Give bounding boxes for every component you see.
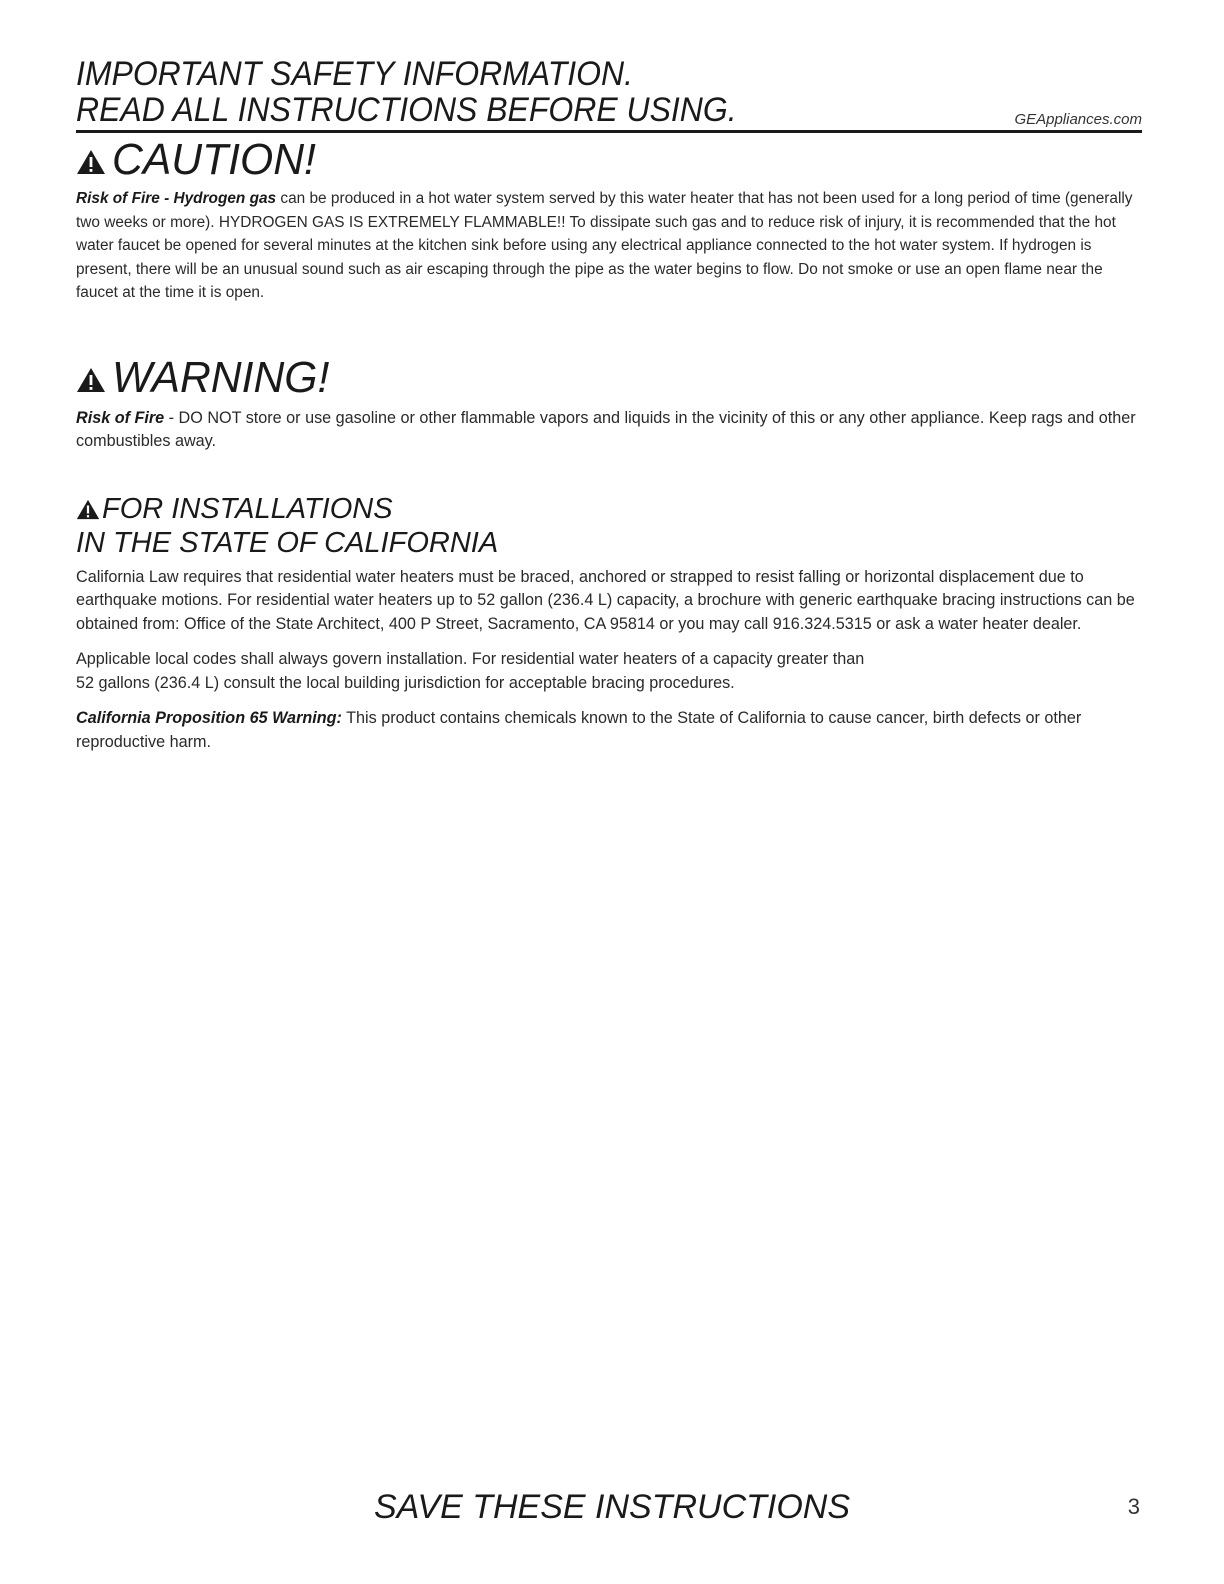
prop65-text: This product contains chemicals known to the State of California to cause cancer, birth defects or other reproductive harm. <box>76 709 1082 751</box>
header-website: GEAppliances.com <box>1014 111 1142 128</box>
caution-heading <box>76 137 1142 183</box>
page-number: 3 <box>1127 1494 1140 1519</box>
warning-lead: Risk of Fire <box>76 408 165 427</box>
warning-triangle-icon <box>76 149 106 175</box>
caution-lead: Risk of Fire - Hydrogen gas <box>76 190 277 207</box>
header-title-line2: READ ALL INSTRUCTIONS BEFORE USING. <box>76 91 737 129</box>
caution-paragraph <box>76 187 1142 305</box>
california-title-line1: FOR INSTALLATIONS <box>102 492 393 525</box>
california-paragraph-2 <box>76 648 1142 695</box>
warning-title: WARNING! <box>112 352 330 402</box>
header-rule-row <box>76 92 1142 133</box>
warning-text: - DO NOT store or use gasoline or other flammable vapors and liquids in the vicinity of this or any other appliance. Keep rags and other combustibles away. <box>76 408 1136 450</box>
warning-triangle-icon <box>76 499 100 520</box>
save-instructions-footer: SAVE THESE INSTRUCTIONS <box>373 1488 851 1526</box>
header-title-line1: IMPORTANT SAFETY INFORMATION. <box>76 55 633 93</box>
california-paragraph-1: California Law requires that residential water heaters must be braced, anchored or strapped to resist falling or horizontal displacement due to earthquake motions. For residential water heaters up to 52 gallon (236.4 L) capacity, a brochure with generic earthquake bracing instructions can be obtained from: Office of the State Architect, 400 P Street, Sacramento, CA 95814 or you may call 916.324.5315 or ask a water heater dealer. <box>76 567 1135 633</box>
california-heading <box>76 492 1142 560</box>
warning-triangle-icon <box>76 367 106 393</box>
prop65-lead: California Proposition 65 Warning: <box>76 709 342 727</box>
caution-title: CAUTION! <box>112 135 316 184</box>
california-title-line2: IN THE STATE OF CALIFORNIA <box>76 526 499 559</box>
document-page <box>76 56 1142 754</box>
warning-heading <box>76 352 1142 402</box>
caution-text: can be produced in a hot water system served by this water heater that has not been used for a long period of time (generally two weeks or more). HYDROGEN GAS IS EXTREMELY FLAMMABLE!! To dissipate such gas and to reduce risk of injury, it is recommended that the hot water faucet be opened for several minutes at the kitchen sink before using any electrical appliance connected to the hot water system. If hydrogen is present, there will be an unusual sound such as air escaping through the pipe as the water begins to flow. Do not smoke or use an open flame near the faucet at the time it is open. <box>76 190 1133 301</box>
california-paragraph-2-line2: 52 gallons (236.4 L) consult the local building jurisdiction for acceptable bracing procedures. <box>76 673 735 692</box>
california-paragraph-2-line1: Applicable local codes shall always govern installation. For residential water heaters of a capacity greater than <box>76 650 865 668</box>
prop65-paragraph <box>76 707 1142 754</box>
warning-paragraph <box>76 407 1142 454</box>
